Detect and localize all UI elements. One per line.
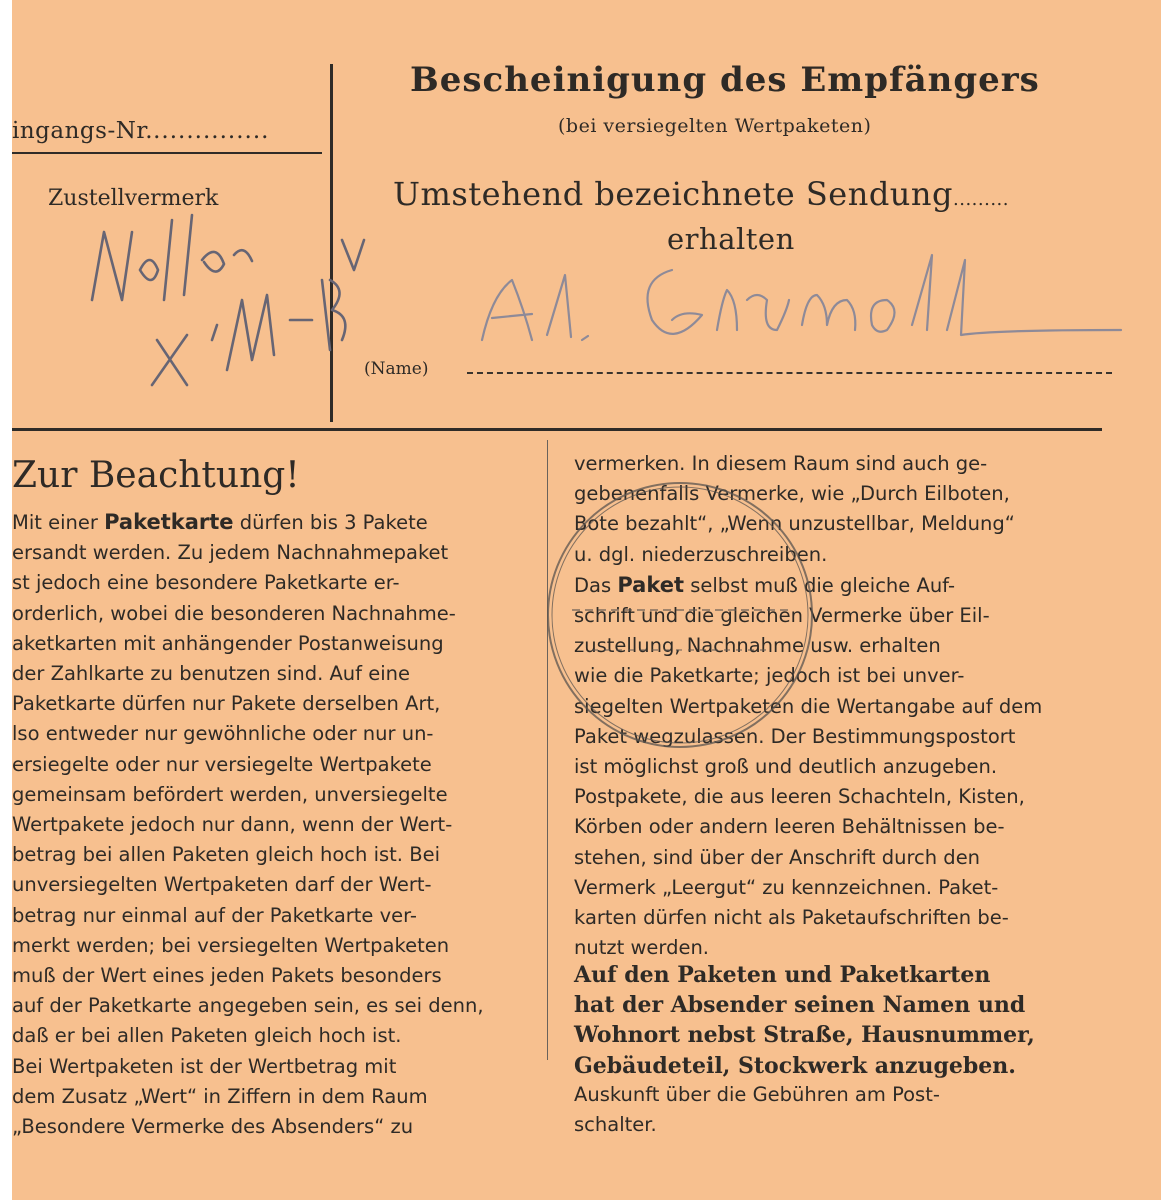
notice-right-line: Körben oder andern leeren Behältnissen be-: [574, 815, 1005, 839]
notice-left-line: orderlich, wobei die besonderen Nachnahme-: [12, 601, 456, 625]
notice-right-line: u. dgl. niederzuschreiben.: [574, 542, 828, 566]
notice-left-line: lso entweder nur gewöhnliche oder nur un-: [12, 722, 434, 746]
notice-right-line: nutzt werden.: [574, 936, 709, 960]
notice-right-line: Vermerk „Leergut“ zu kennzeichnen. Paket-: [574, 875, 999, 899]
notice-bold-line: hat der Absender seinen Namen und: [574, 992, 1026, 1019]
notice-right-line: gebenenfalls Vermerke, wie „Durch Eilboten,: [574, 482, 1010, 506]
notice-right-line: karten dürfen nicht als Paketaufschriften be-: [574, 906, 1009, 930]
notice-footer-line: Auskunft über die Gebühren am Post-: [574, 1083, 940, 1106]
notice-right-line: wie die Paketkarte; jedoch ist bei unver-: [574, 664, 965, 688]
notice-left-line: betrag bei allen Paketen gleich hoch ist. Bei: [12, 843, 440, 867]
notice-left-line: Paketkarte dürfen nur Pakete derselben Art,: [12, 692, 441, 716]
notice-right-line: stehen, sind über der Anschrift durch den: [574, 845, 981, 869]
certificate-title: Bescheinigung des Empfängers: [410, 60, 1040, 100]
notice-left-line: dem Zusatz „Wert“ in Ziffern in dem Raum: [12, 1084, 428, 1108]
notice-bold-line: Gebäudeteil, Stockwerk anzugeben.: [574, 1052, 1016, 1079]
notice-right-line: vermerken. In diesem Raum sind auch ge-: [574, 452, 988, 475]
notice-left-line: auf der Paketkarte angegeben sein, es sei denn,: [12, 994, 484, 1018]
postmark-stamp: [548, 483, 812, 747]
receipt-line1-text: Umstehend bezeichnete Sendung: [393, 175, 953, 213]
recipient-signature: [482, 255, 1121, 340]
notice-footer-line: schalter.: [574, 1113, 657, 1137]
notice-bold-line: Auf den Paketen und Paketkarten: [574, 962, 991, 988]
notice-left-line: ersandt werden. Zu jedem Nachnahmepaket: [12, 541, 449, 565]
notice-left-line: merkt werden; bei versiegelten Wertpaketen: [12, 933, 450, 957]
notice-left-line: Bei Wertpaketen ist der Wertbetrag mit: [12, 1054, 397, 1078]
handwriting-and-stamp-layer: [12, 0, 1161, 1200]
notice-left-line: betrag nur einmal auf der Paketkarte ver-: [12, 903, 417, 927]
notice-right-line: Paket wegzulassen. Der Bestimmungspostort: [574, 724, 1016, 748]
notice-left-line: daß er bei allen Paketen gleich hoch ist.: [12, 1024, 402, 1048]
notice-left-line: der Zahlkarte zu benutzen sind. Auf eine: [12, 662, 410, 686]
notice-right-line: schrift und die gleichen Vermerke über Eil-: [574, 604, 990, 628]
notice-bold-line: Wohnort nebst Straße, Hausnummer,: [574, 1022, 1035, 1049]
notice-left-line: muß der Wert eines jeden Pakets besonders: [12, 964, 442, 988]
notice-heading: Zur Beachtung!: [12, 455, 300, 496]
certificate-subtitle: (bei versiegelten Wertpaketen): [558, 115, 872, 137]
receipt-line1-dots: .........: [953, 189, 1009, 210]
notice-left-line: gemeinsam befördert werden, unversiegelte: [12, 782, 448, 806]
receipt-statement-line2: erhalten: [667, 222, 795, 256]
notice-right-line: siegelten Wertpaketen die Wertangabe auf dem: [574, 694, 1043, 718]
notice-left-line: aketkarten mit anhängender Postanweisung: [12, 631, 444, 655]
eingangs-dots: ..............: [153, 118, 270, 144]
parcel-card: [12, 0, 1161, 1200]
notice-right-line: Bote bezahlt“, „Wenn unzustellbar, Meldung“: [574, 512, 1015, 536]
notice-right-line: Das Paket selbst muß die gleiche Auf-: [574, 572, 956, 597]
emphasized-word: Paket: [617, 572, 685, 597]
notice-left-line: Mit einer Paketkarte dürfen bis 3 Pakete: [12, 510, 428, 534]
notice-right-line: Postpakete, die aus leeren Schachteln, Kisten,: [574, 785, 1025, 809]
notice-left-line: „Besondere Vermerke des Absenders“ zu: [12, 1115, 414, 1139]
notice-left-line: unversiegelten Wertpaketen darf der Wert-: [12, 873, 432, 897]
name-label: (Name): [364, 359, 429, 379]
eingangs-label-text: ingangs-Nr.: [12, 118, 154, 144]
notice-left-line: ersiegelte oder nur versiegelte Wertpakete: [12, 752, 432, 776]
handwritten-delivery-note: [92, 215, 364, 385]
notice-left-line: st jedoch eine besondere Paketkarte er-: [12, 571, 400, 595]
zustellvermerk-label: Zustellvermerk: [48, 186, 219, 211]
notice-right-line: zustellung, Nachnahme usw. erhalten: [574, 634, 941, 658]
emphasized-word: Paketkarte: [104, 510, 234, 534]
notice-right-line: ist möglichst groß und deutlich anzugeben.: [574, 755, 998, 779]
notice-left-line: Wertpakete jedoch nur dann, wenn der Wert-: [12, 813, 453, 837]
